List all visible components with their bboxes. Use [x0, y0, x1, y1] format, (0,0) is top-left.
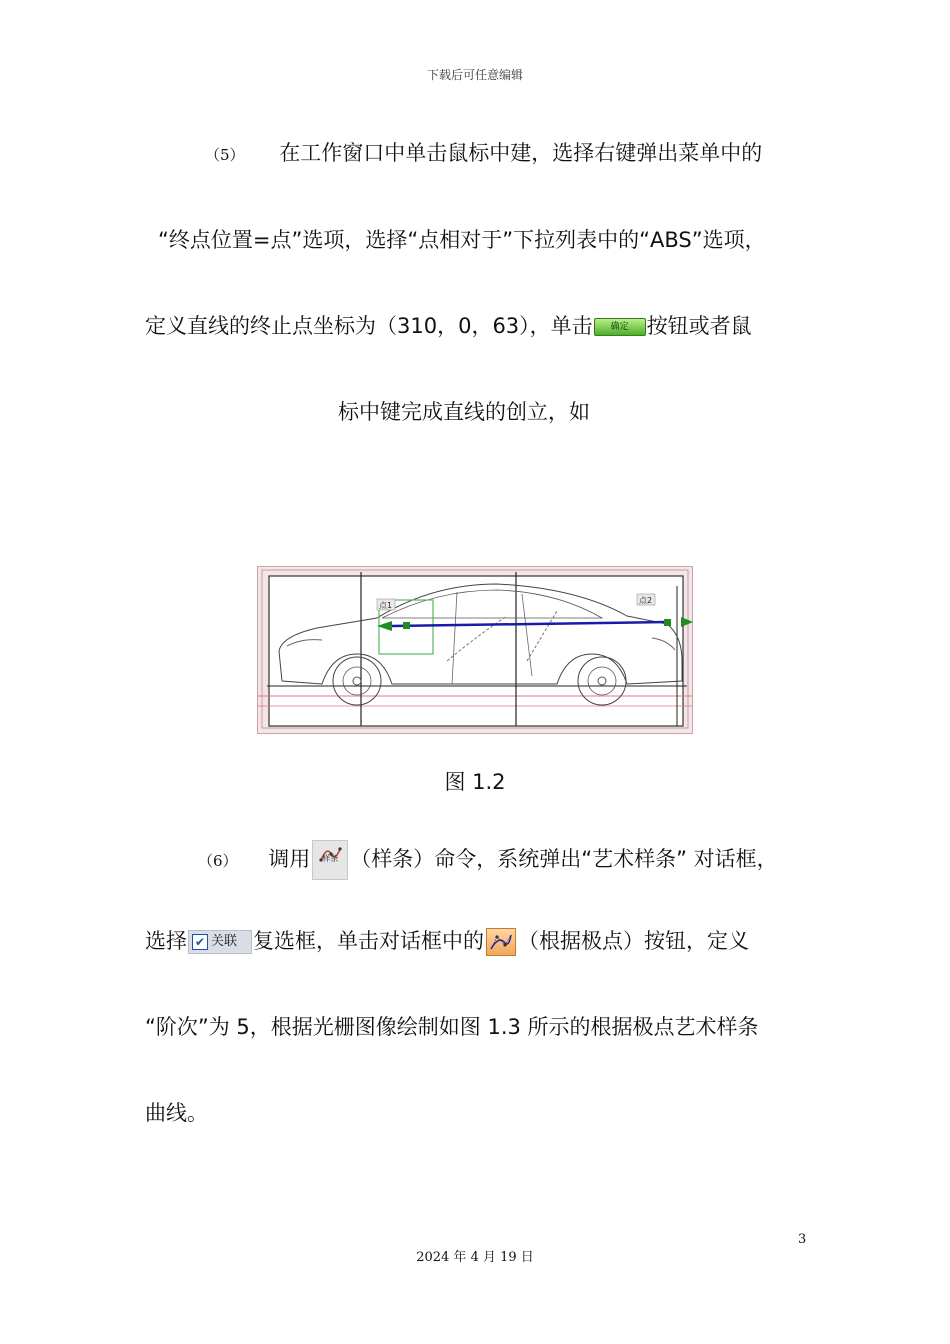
para6-line3: “阶次”为 5，根据光栅图像绘制如图 1.3 所示的根据极点艺术样条: [145, 1015, 759, 1039]
para6-line1: [198, 840, 778, 880]
para5-number: （5）: [205, 146, 245, 164]
para6-text2a: 选择: [145, 929, 187, 953]
page-number: 3: [798, 1232, 807, 1247]
para6-text2b: 复选框，单击对话框中的: [253, 929, 484, 953]
page-header: 下载后可任意编辑: [426, 68, 523, 82]
para6-line2: [145, 926, 749, 956]
checkmark-icon: ✔: [192, 934, 208, 950]
car-line-figure: [257, 566, 693, 734]
para5-line2: “终点位置=点”选项，选择“点相对于”下拉列表中的“ABS”选项，: [158, 228, 766, 252]
spline-tool-icon: [312, 840, 348, 880]
para6-text1a: 调用: [268, 847, 311, 871]
by-poles-icon: [486, 928, 516, 956]
para5-text3b: 按钮或者鼠: [646, 314, 752, 338]
para6-text2c: （根据极点）按钮，定义: [518, 929, 749, 953]
footer-date: 2024 年 4 月 19 日: [416, 1250, 534, 1265]
para5-text3a: 定义直线的终止点坐标为（310，0，63），单击: [145, 314, 593, 338]
para5-line4: 标中键完成直线的创立，如: [338, 400, 590, 424]
para5-text1: 在工作窗口中单击鼠标中建，选择右键弹出菜单中的: [279, 141, 763, 165]
para6-line4: 曲线。: [145, 1101, 208, 1125]
para5-line3: [145, 311, 752, 341]
point2-label: 点2: [639, 596, 653, 605]
spline-tool-caption: 样条: [322, 854, 339, 863]
para5-line1: [205, 138, 762, 170]
figure-caption: 图 1.2: [444, 770, 506, 794]
point1-label: 点1: [379, 601, 393, 610]
ok-button-image: 确定: [594, 318, 646, 336]
by-poles-curve-icon: [487, 929, 515, 955]
para6-text1b: （样条）命令，系统弹出“艺术样条” 对话框，: [350, 847, 778, 871]
para6-number: （6）: [198, 852, 238, 870]
associative-checkbox-label: 关联: [211, 934, 238, 949]
associative-checkbox-image: [188, 930, 252, 954]
car-drawing: [257, 566, 693, 734]
